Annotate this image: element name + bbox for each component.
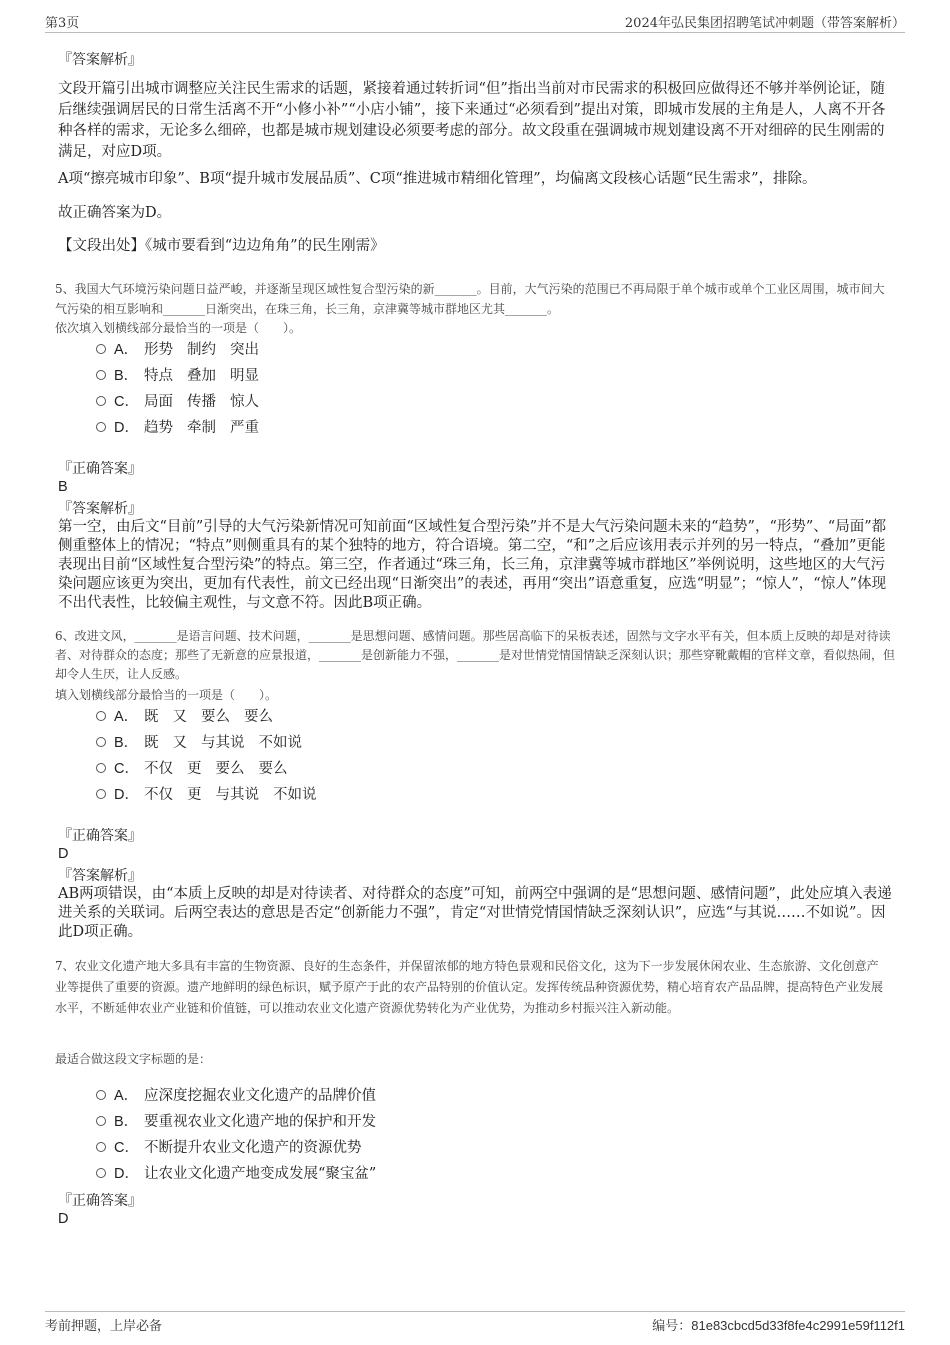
radio-icon[interactable] [96,737,106,747]
q7-option-c[interactable]: C． 不断提升农业文化遗产的资源优势 [96,1137,362,1159]
radio-icon[interactable] [96,763,106,773]
q5-option-b[interactable]: B． 特点 叠加 明显 [96,365,273,387]
radio-icon[interactable] [96,370,106,380]
document-code [652,1315,905,1334]
q6-option-d[interactable]: D． 不仅 更 与其说 不如说 [96,784,331,806]
radio-icon[interactable] [96,1142,106,1152]
q7-answer: D [58,1211,69,1227]
q4-analysis-paragraph-2: A项“擦亮城市印象”、B项“提升城市发展品质”、C项“推进城市精细化管理”，均偏离文段核心话题“民生需求”，排除。 [58,171,817,187]
q7-option-b[interactable]: B． 要重视农业文化遗产地的保护和开发 [96,1111,376,1133]
radio-icon[interactable] [96,789,106,799]
document-title: 2024年弘民集团招聘笔试冲刺题（带答案解析） [624,16,905,31]
q7-option-d[interactable]: D． 让农业文化遗产地变成发展“聚宝盆” [96,1163,376,1185]
q5-answer: B [58,479,68,495]
q5-option-d[interactable]: D． 趋势 牵制 严重 [96,417,273,439]
q7-option-a[interactable]: A． 应深度挖掘农业文化遗产的品牌价值 [96,1085,376,1107]
radio-icon[interactable] [96,422,106,432]
q6-option-c[interactable]: C． 不仅 更 要么 要么 [96,758,302,780]
q6-answer-label: 『正确答案』 [58,828,142,844]
q5-analysis-label: 『答案解析』 [58,501,142,517]
q6-prompt: 填入划横线部分最恰当的一项是（ ）。 [55,688,278,702]
page-number: 第3页 [45,16,80,31]
radio-icon[interactable] [96,1090,106,1100]
q4-analysis-paragraph-3: 故正确答案为D。 [58,205,172,221]
q7-answer-label: 『正确答案』 [58,1193,142,1209]
code-label: 编号： [652,1318,692,1333]
q5-answer-label: 『正确答案』 [58,461,142,477]
q6-analysis: AB两项错误，由“本质上反映的却是对待读者、对待群众的态度”可知，前两空中强调的是“思想问题、感情问题”，此处应填入表递进关系的关联词。后两空表达的意思是否定“创新能力不强”，肯定“对世情党情国情缺乏深刻认识”，应选“与其说……不如说”。因此D项正确。 [58,886,892,940]
q4-analysis-paragraph-1: 文段开篇引出城市调整应关注民生需求的话题，紧接着通过转折词“但”指出当前对市民需求的积极回应做得还不够并举例论证，随后继续强调居民的日常生活离不开“小修小补”“小店小铺”，接下来通过“必须看到”提出对策，即城市发展的主角是人，人离不开各种各样的需求，无论多么细碎，也都是城市规划建设必须要考虑的部分。故文段重在强调城市规划建设离不开对细碎的民生刚需的满足，对应D项。 [58,81,886,160]
radio-icon[interactable] [96,1168,106,1178]
page-header [45,12,905,33]
q5-option-c[interactable]: C． 局面 传播 惊人 [96,391,273,413]
q7-stem: 7、农业文化遗产地大多具有丰富的生物资源、良好的生态条件，并保留浓郁的地方特色景观和民俗文化，这为下一步发展休闲农业、生态旅游、文化创意产业等提供了重要的资源。遗产地鲜明的绿色标识，赋予原产于此的农产品特别的价值认定。发挥传统品种资源优势，精心培育农产品品牌，提高特色产业发展水平，不断延伸农业产业链和价值链，可以推动农业文化遗产资源优势转化为产业优势，为推动乡村振兴注入新动能。 [55,959,884,1015]
radio-icon[interactable] [96,396,106,406]
q6-option-b[interactable]: B． 既 又 与其说 不如说 [96,732,316,754]
page-footer [45,1311,905,1334]
code-value: 81e83cbcd5d33f8fe4c2991e59f112f1 [691,1318,905,1333]
q4-analysis-label: 『答案解析』 [58,52,142,68]
q5-prompt: 依次填入划横线部分最恰当的一项是（ ）。 [55,321,302,335]
radio-icon[interactable] [96,344,106,354]
q5-option-a[interactable]: A． 形势 制约 突出 [96,339,273,361]
q5-stem: 5、我国大气环境污染问题日益严峻，并逐渐呈现区域性复合型污染的新_______。目前，大气污染的范围已不再局限于单个城市或单个工业区周围，城市间大气污染的相互影响和_______日渐突出，在珠三角，长三角，京津冀等城市群地区尤其_______。 [55,282,885,316]
radio-icon[interactable] [96,711,106,721]
q6-analysis-label: 『答案解析』 [58,868,142,884]
q5-analysis: 第一空，由后文“目前”引导的大气污染新情况可知前面“区域性复合型污染”并不是大气污染问题未来的“趋势”，“形势”、“局面”都侧重整体上的情况；“特点”则侧重具有的某个独特的地方，符合语境。第二空，“和”之后应该用表示并列的另一特点，“叠加”更能表现出目前“区域性复合型污染”的特点。第三空，作者通过“珠三角，长三角，京津冀等城市群地区”举例说明，这些地区的大气污染问题应该更为突出，更加有代表性，前文已经出现“日渐突出”的表述，再用“突出”语意重复，应选“明显”；“惊人”，“惊人”体现不出代表性，比较偏主观性，与文意不符。因此B项正确。 [58,519,887,611]
q6-stem: 6、改进文风，_______是语言问题、技术问题，_______是思想问题、感情问题。那些居高临下的呆板表述，固然与文字水平有关，但本质上反映的却是对待读者、对待群众的态度；那些了无新意的应景报道，_______是创新能力不强，_______是对世情党情国情缺乏深刻认识；那些穿靴戴帽的官样文章，看似热闹，但却令人生厌，让人反感。 [55,629,896,681]
q6-option-a[interactable]: A． 既 又 要么 要么 [96,706,287,728]
q4-source: 【文段出处】《城市要看到“边边角角”的民生刚需》 [58,238,385,254]
radio-icon[interactable] [96,1116,106,1126]
footer-slogan: 考前押题，上岸必备 [45,1319,163,1334]
q7-prompt: 最适合做这段文字标题的是： [55,1052,212,1066]
q6-answer: D [58,846,69,862]
